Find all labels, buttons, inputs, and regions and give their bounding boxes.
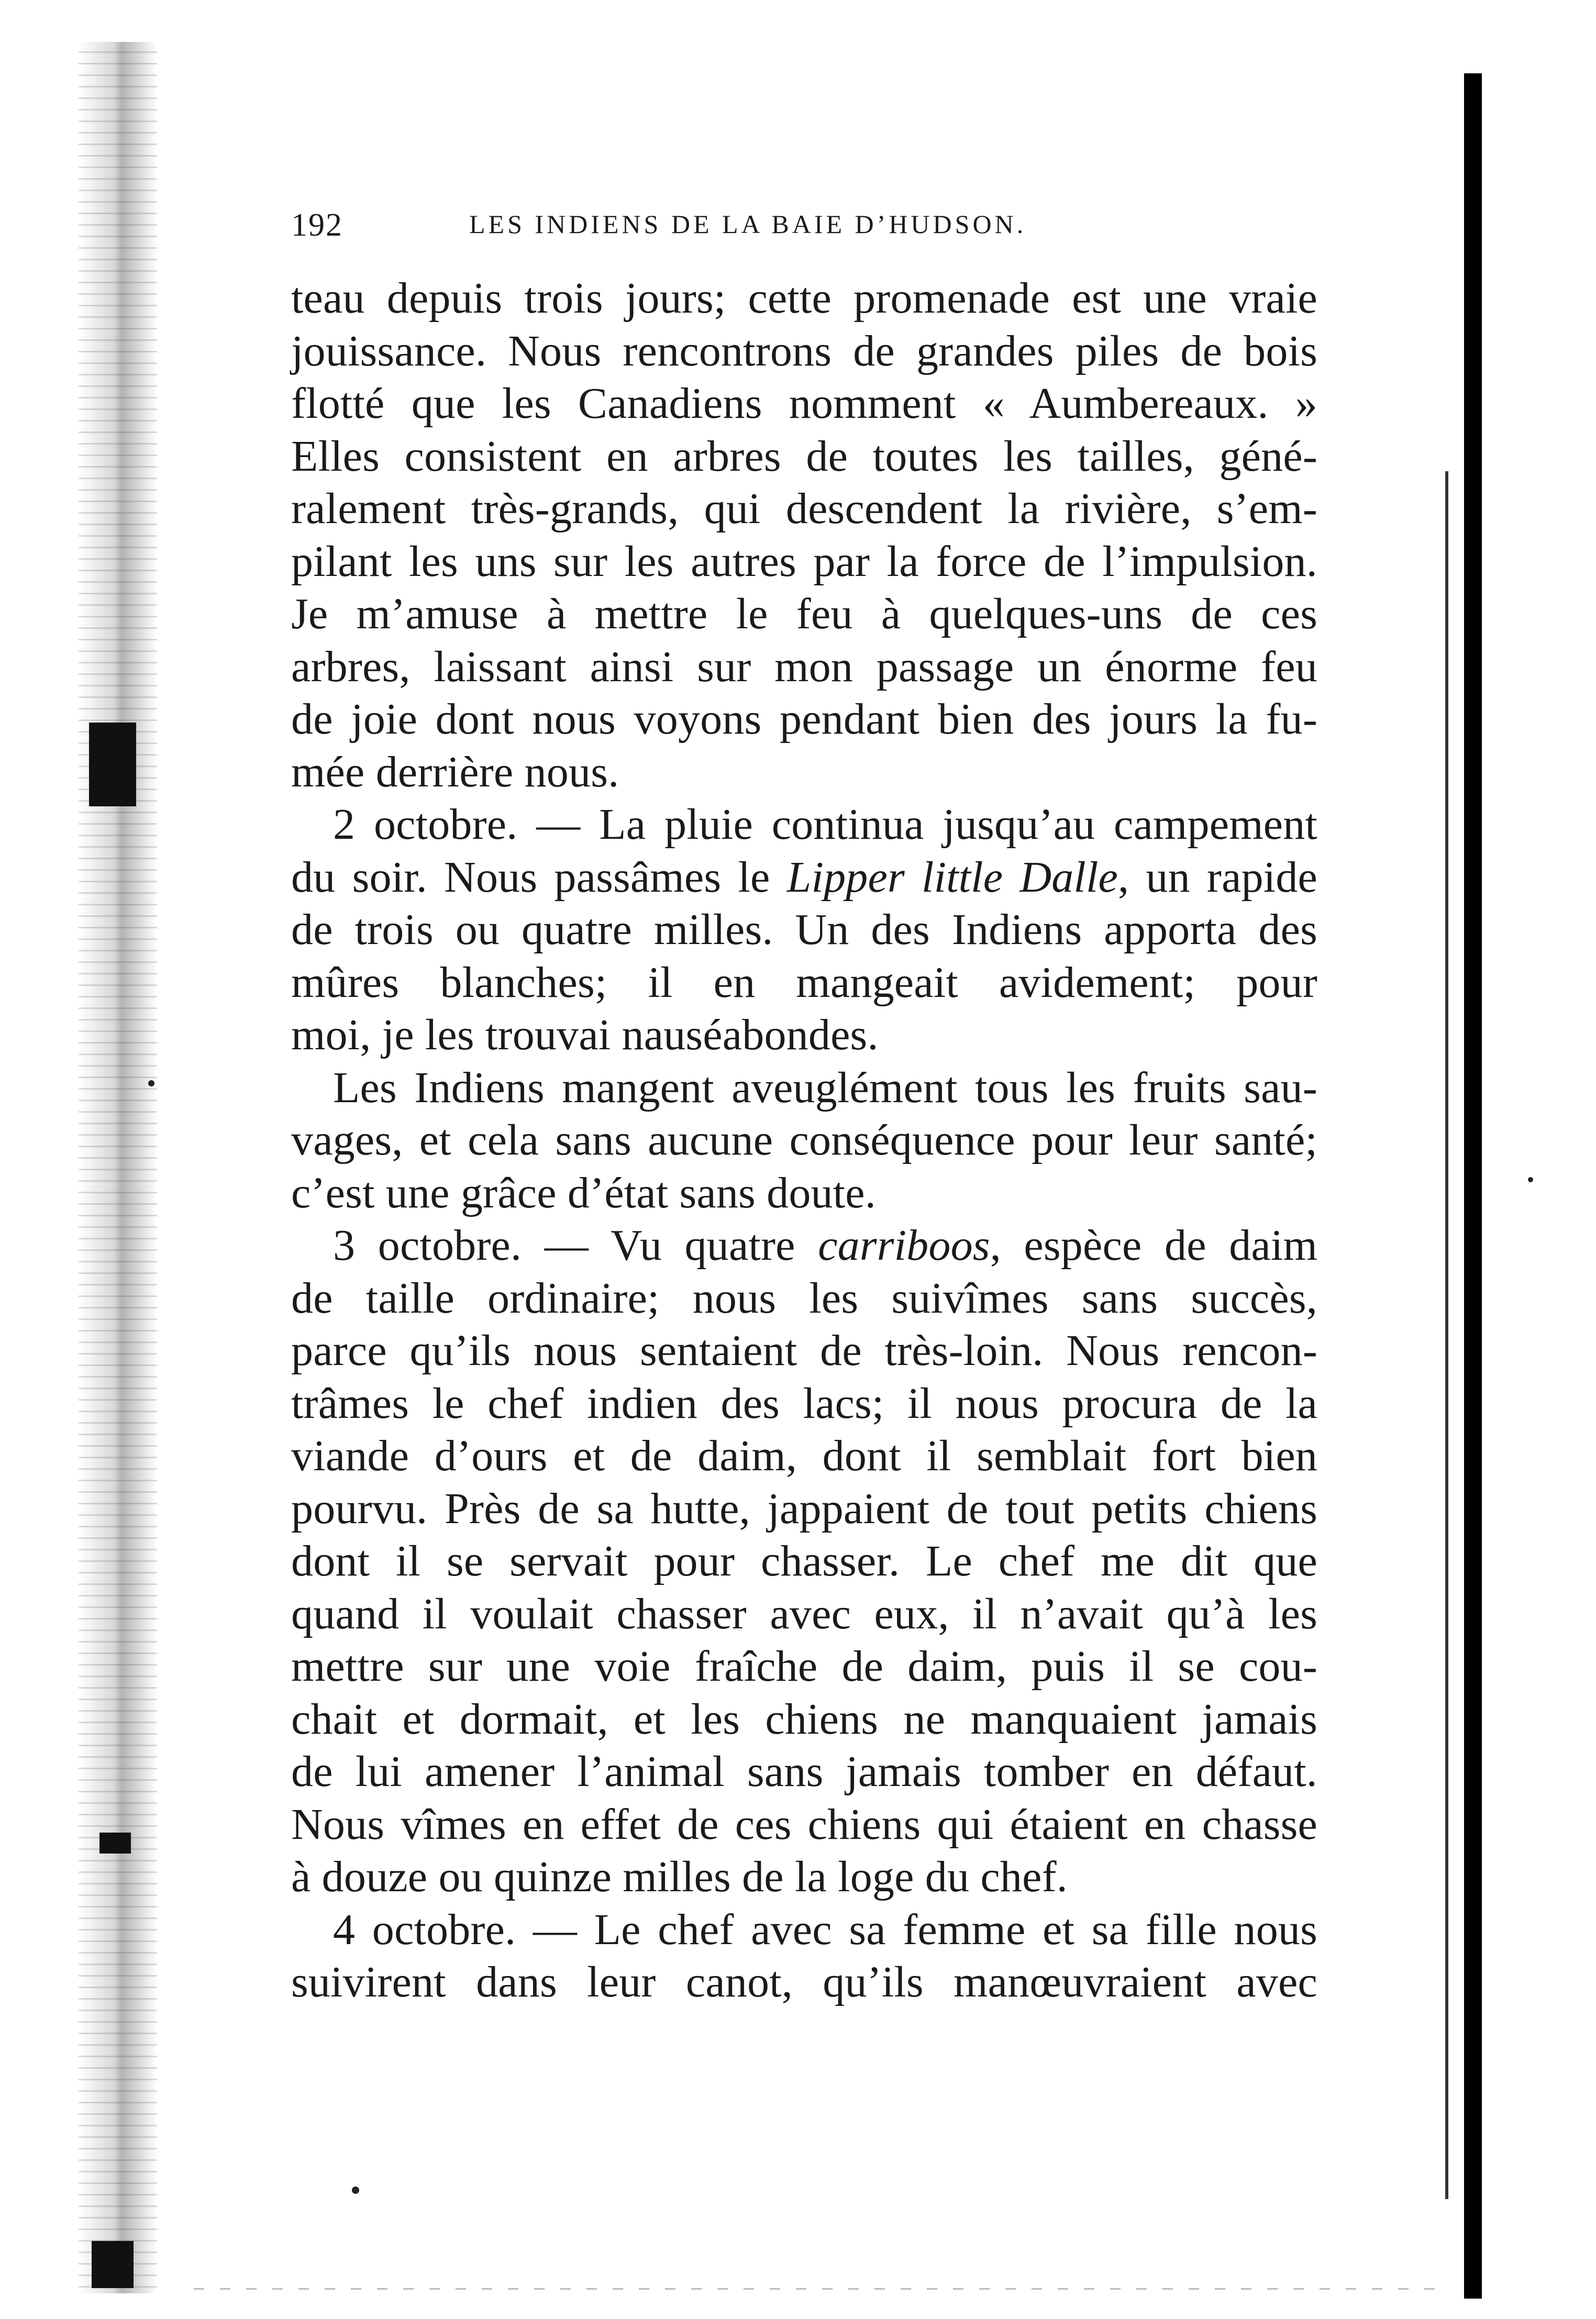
text-line: ralement très-grands, qui descendent la rivière, s’em- <box>291 484 1317 533</box>
text-line: à douze ou quinze milles de la loge du chef. <box>291 1852 1068 1901</box>
running-header <box>291 207 1181 254</box>
text-line: Les Indiens mangent aveuglément tous les fruits sau- <box>333 1063 1317 1112</box>
text-line: 4 octobre. — Le chef avec sa femme et sa fille nous <box>333 1905 1317 1954</box>
scanned-binding-edge <box>79 42 157 2293</box>
text-line: mettre sur une voie fraîche de daim, puis il se cou- <box>291 1642 1317 1691</box>
text-line: Nous vîmes en effet de ces chiens qui étaient en chasse <box>291 1800 1317 1849</box>
text-line: c’est une grâce d’état sans doute. <box>291 1168 876 1217</box>
binding-shadow <box>92 2241 134 2288</box>
italic-term: carriboos <box>818 1221 990 1270</box>
text-line: viande d’ours et de daim, dont il semblait fort bien <box>291 1432 1317 1480</box>
text-line: moi, je les trouvai nauséabondes. <box>291 1011 879 1059</box>
text-line: de lui amener l’animal sans jamais tomber en défaut. <box>291 1747 1317 1796</box>
text-line: mée derrière nous. <box>291 747 619 796</box>
scan-bottom-edge <box>194 2288 1450 2290</box>
scan-speck <box>1528 1177 1533 1182</box>
scan-speck <box>148 1080 154 1086</box>
text-line: vages, et cela sans aucune conséquence pour leur santé; <box>291 1116 1317 1164</box>
text-line: suivirent dans leur canot, qu’ils manœuvraient avec <box>291 1958 1317 2006</box>
italic-term: Lipper little Dalle <box>786 852 1118 902</box>
text-line: Je m’amuse à mettre le feu à quelques-uns de ces <box>291 590 1317 638</box>
page-edge-line <box>1445 471 1448 2199</box>
text-line: teau depuis trois jours; cette promenade est une vraie <box>291 274 1317 323</box>
text-line: du soir. Nous passâmes le Lipper little Dalle, un rapide <box>291 852 1318 902</box>
binding-shadow <box>99 1833 131 1854</box>
text-line: chait et dormait, et les chiens ne manquaient jamais <box>291 1694 1317 1744</box>
text-line: de joie dont nous voyons pendant bien des jours la fu- <box>291 695 1317 744</box>
text-line: de taille ordinaire; nous les suivîmes sans succès, <box>291 1273 1317 1323</box>
text-line: quand il voulait chasser avec eux, il n’avait qu’à les <box>291 1589 1317 1638</box>
page-edge-bar <box>1464 73 1482 2299</box>
text-line: 3 octobre. — Vu quatre carriboos, espèce de daim <box>333 1221 1317 1270</box>
text-line: pourvu. Près de sa hutte, jappaient de tout petits chiens <box>291 1484 1317 1533</box>
text-line: 2 octobre. — La pluie continua jusqu’au campement <box>333 800 1317 849</box>
text-line: arbres, laissant ainsi sur mon passage un énorme feu <box>291 642 1317 691</box>
page-number: 192 <box>291 207 343 243</box>
text-line: mûres blanches; il en mangeait avidement; pour <box>291 958 1317 1007</box>
text-line: flotté que les Canadiens nomment « Aumbereaux. » <box>291 379 1317 428</box>
running-title: LES INDIENS DE LA BAIE D’HUDSON. <box>469 209 1027 239</box>
text-line: trâmes le chef indien des lacs; il nous procura de la <box>291 1379 1317 1428</box>
scan-speck <box>352 2187 359 2194</box>
text-line: Elles consistent en arbres de toutes les tailles, géné- <box>291 431 1317 481</box>
text-line: pilant les uns sur les autres par la force de l’impulsion. <box>291 537 1317 586</box>
binding-shadow <box>89 723 136 806</box>
body-text <box>291 272 1317 2009</box>
text-line: jouissance. Nous rencontrons de grandes piles de bois <box>291 326 1317 375</box>
text-line: parce qu’ils nous sentaient de très-loin. Nous rencon- <box>291 1326 1317 1375</box>
text-line: dont il se servait pour chasser. Le chef me dit que <box>291 1537 1317 1585</box>
text-line: de trois ou quatre milles. Un des Indiens apporta des <box>291 905 1317 954</box>
